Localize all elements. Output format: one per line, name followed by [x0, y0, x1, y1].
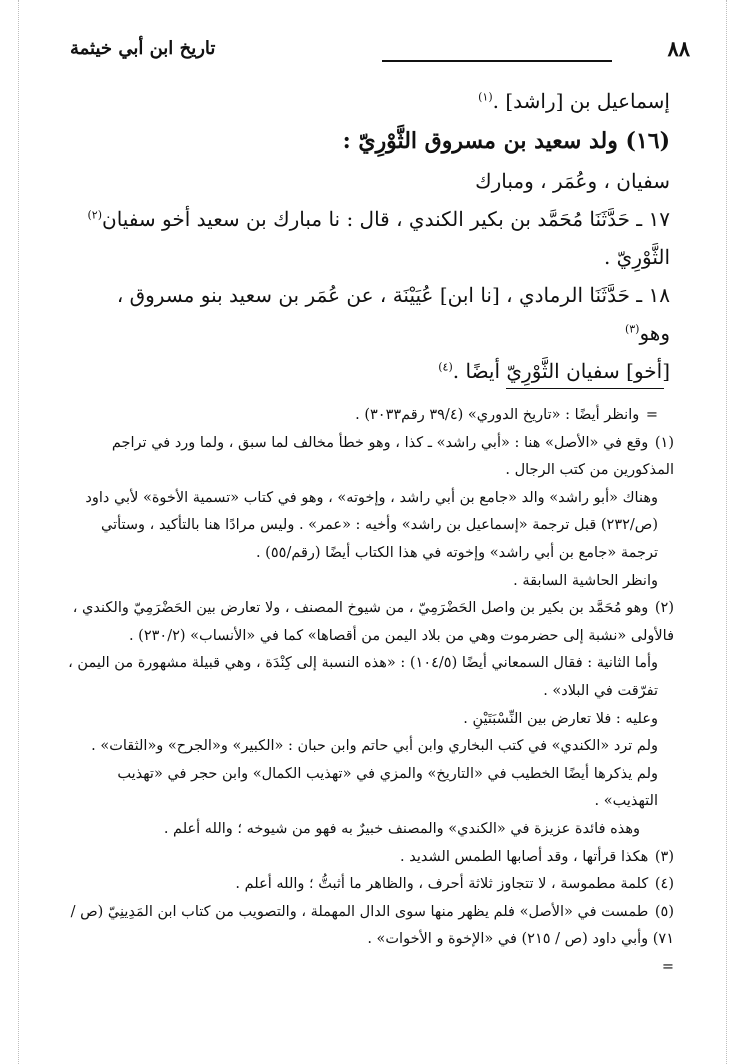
footnote-label: = — [645, 407, 658, 423]
footnote-paragraph — [62, 595, 674, 650]
running-title: تاريخ ابن أبي خيثمة — [70, 38, 216, 59]
text-line-content: ١٨ ـ حَدَّثَنَا الرمادي ، [نا ابن] عُيَيْنَة ، عن عُمَر بن سعيد بنو مسروق ، وهو — [116, 283, 670, 345]
main-text — [70, 82, 670, 390]
page-header — [70, 30, 690, 76]
footnote-label: (٣) — [654, 848, 674, 865]
footnote-paragraph — [62, 899, 674, 954]
footnote-marker: (٢) — [87, 208, 102, 222]
footnotes — [62, 402, 674, 981]
footnote-text: وانظر الحاشية السابقة . — [513, 572, 658, 589]
footnote-text: هكذا قرأتها ، وقد أصابها الطمس الشديد . — [400, 848, 649, 865]
section-heading — [70, 122, 670, 160]
footnote-paragraph — [62, 706, 674, 734]
page-number: ٨٨ — [667, 36, 690, 61]
footnote-label: (٢) — [654, 600, 674, 617]
footnote-text: وهناك «أبو راشد» والد «جامع بن أبي راشد ، وإخوته» ، وهو في كتاب «تسمية الأخوة» لأبي داود (ص/٢٣٢) قبل ترجمة «إسماعيل بن راشد» وأخيه : «عمر» . وليس مرادًا هنا بالتأكيد ، وستأتي ترجمة «جامع بن أبي راشد» وإخوته في هذا الكتاب أيضًا (رقم/٥٥) . — [85, 489, 658, 561]
footnote-text: وأما الثانية : فقال السمعاني أيضًا (١٠٤/٥) : «هذه النسبة إلى كِنْدَة ، وهي قبيلة مشهورة من اليمن ، تفرّقت في البلاد» . — [68, 655, 658, 699]
footnote-text: وهذه فائدة عزيزة في «الكندي» والمصنف خبيرٌ به فهو من شيوخه ؛ والله أعلم . — [163, 820, 640, 837]
footnote-text: كلمة مطموسة ، لا تتجاوز ثلاثة أحرف ، والظاهر ما أثبتُّ ؛ والله أعلم . — [235, 876, 649, 893]
footnote-paragraph — [62, 844, 674, 872]
footnote-text: طمست في «الأصل» فلم يظهر منها سوى الدال المهملة ، والتصويب من كتاب ابن المَدِينِيّ (ص / ٧١) وأبي داود (ص / ٢١٥) في «الإخوة و الأخوات» . — [70, 903, 674, 948]
footnote-text: وانظر أيضًا : «تاريخ الدوري» (٣٩/٤ رقم٣٠٣٣) . — [355, 407, 640, 423]
footnote-marker: (٤) — [438, 360, 453, 374]
footnote-paragraph — [62, 733, 674, 761]
scan-margin-right — [726, 0, 727, 1064]
scan-margin-left — [18, 0, 19, 1064]
footnote-paragraph — [62, 761, 674, 816]
footnote-marker: (٣) — [624, 322, 640, 336]
footnote-marker: (١) — [478, 90, 493, 104]
text-line-content: سفيان ، وعُمَر ، ومبارك — [475, 169, 670, 193]
text-line — [70, 200, 670, 238]
footnote-paragraph — [62, 430, 674, 485]
text-line-content: (١٦) ولد سعيد بن مسروق الثَّوْرِيّ : — [342, 128, 670, 154]
text-line-content: ١٧ ـ حَدَّثَنَا مُحَمَّد بن بكير الكندي ، قال : نا مبارك بن سعيد أخو سفيان — [102, 207, 670, 231]
text-line — [70, 276, 670, 352]
header-rule — [382, 60, 612, 62]
footnote-label: (١) — [654, 434, 674, 451]
text-line-content: الثَّوْرِيّ . — [603, 245, 670, 269]
footnote-label: (٥) — [654, 903, 674, 920]
text-line-content: [أخو] سفيان الثَّوْرِيّ أيضًا . — [452, 359, 670, 383]
footnote-text: وعليه : فلا تعارض بين النِّسْبَتَيْنِ . — [463, 710, 658, 727]
footnote-divider — [506, 388, 664, 389]
footnote-paragraph — [62, 954, 674, 982]
text-line — [70, 82, 670, 120]
footnote-paragraph — [62, 402, 674, 430]
footnote-paragraph — [62, 816, 674, 844]
text-line — [70, 238, 670, 276]
footnote-text: وهو مُحَمَّد بن بكير بن واصل الحَضْرَمِيّ ، من شيوخ المصنف ، ولا تعارض بين الحَضْرَمِيّ والكندي ، فالأولى «نشبة إلى حضرموت وهي من بلاد اليمن من أقصاها» كما في «الأنساب» (٢٣٠/٢) . — [72, 600, 674, 644]
footnote-paragraph — [62, 485, 674, 568]
footnote-text: ولم يذكرها أيضًا الخطيب في «التاريخ» والمزي في «تهذيب الكمال» وابن حجر في «تهذيب التهذيب» . — [117, 765, 658, 810]
text-line-content: إسماعيل بن [راشد] . — [492, 89, 670, 113]
footnote-text: وقع في «الأصل» هنا : «أبي راشد» ـ كذا ، وهو خطأ مخالف لما سبق ، ولما ورد في تراجم المذكورين من كتب الرجال . — [111, 434, 674, 479]
text-line — [70, 162, 670, 200]
text-line — [70, 352, 670, 390]
footnote-text: = — [661, 958, 674, 975]
footnote-paragraph — [62, 871, 674, 899]
footnote-paragraph — [62, 650, 674, 705]
footnote-paragraph — [62, 568, 674, 596]
footnote-label: (٤) — [654, 876, 674, 893]
footnote-text: ولم ترد «الكندي» في كتب البخاري وابن أبي حاتم وابن حبان : «الكبير» و«الجرح» و«الثقات» . — [91, 738, 658, 755]
